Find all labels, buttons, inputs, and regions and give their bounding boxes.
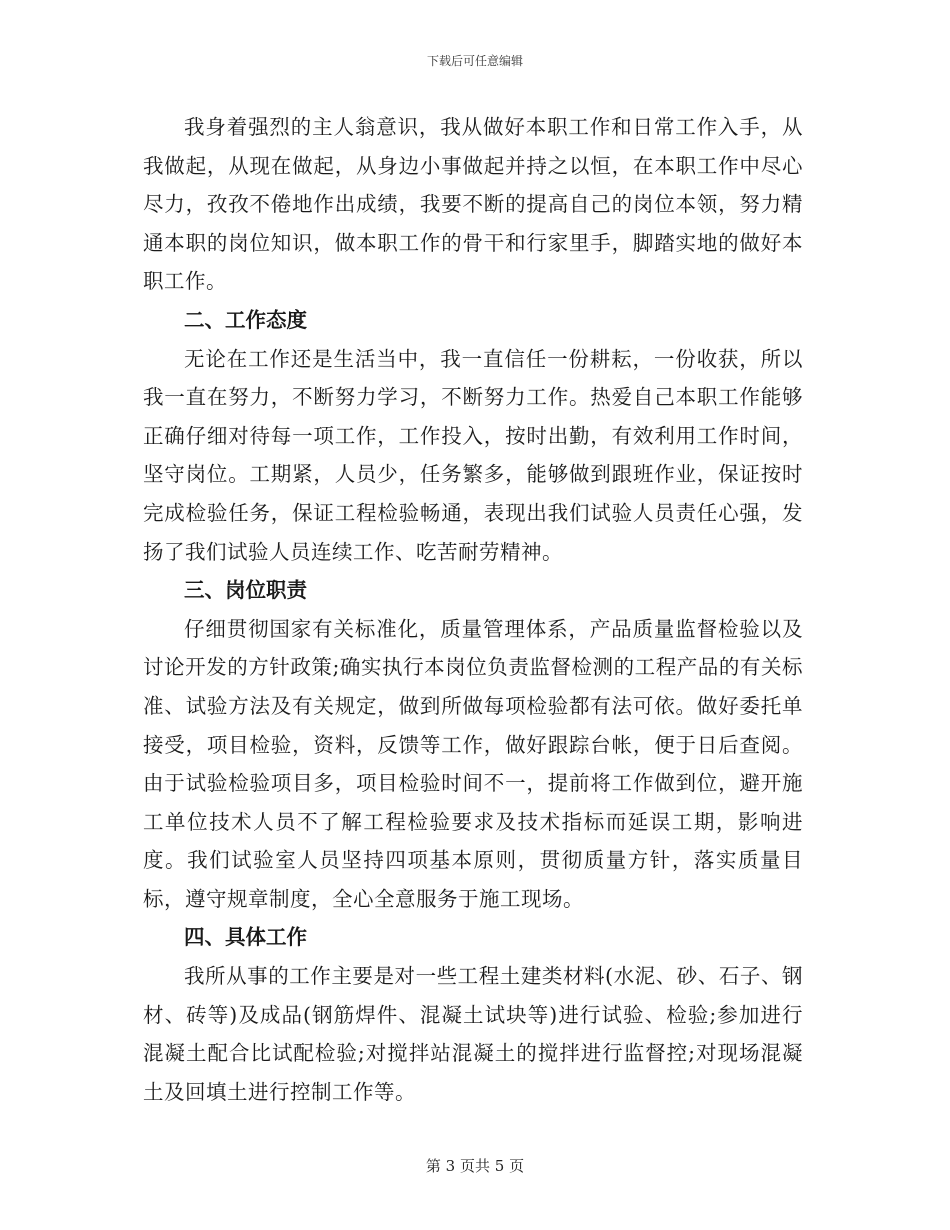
page-number-footer: 第 3 页共 5 页: [425, 1157, 525, 1175]
section-heading-specific-work: 四、具体工作: [184, 925, 307, 950]
section-heading-work-attitude: 二、工作态度: [184, 307, 307, 332]
paragraph-1: 我身着强烈的主人翁意识，我从做好本职工作和日常工作入手，从我做起，从现在做起，从身边小事做起并持之以恒，在本职工作中尽心尽力，孜孜不倦地作出成绩，我要不断的提高自己的岗位本领，努力精通本职的岗位知识，做本职工作的骨干和行家里手，脚踏实地的做好本职工作。: [143, 115, 803, 294]
paragraph-4: 我所从事的工作主要是对一些工程土建类材料(水泥、砂、石子、钢材、砖等)及成品(钢筋焊件、混凝土试块等)进行试验、检验;参加进行混凝土配合比试配检验;对搅拌站混凝土的搅拌进行监督控;对现场混凝土及回填土进行控制工作等。: [143, 964, 803, 1104]
paragraph-2: 无论在工作还是生活当中，我一直信任一份耕耘，一份收获，所以我一直在努力，不断努力学习，不断努力工作。热爱自己本职工作能够正确仔细对待每一项工作，工作投入，按时出勤，有效利用工作时间，坚守岗位。工期紧，人员少，任务繁多，能够做到跟班作业，保证按时完成检验任务，保证工程检验畅通，表现出我们试验人员责任心强，发扬了我们试验人员连续工作、吃苦耐劳精神。: [143, 346, 803, 564]
page-header: 下载后可任意编辑: [426, 54, 523, 68]
section-heading-job-duties: 三、岗位职责: [184, 578, 307, 603]
document-body: [143, 108, 803, 1111]
paragraph-3: 仔细贯彻国家有关标准化，质量管理体系，产品质量监督检验以及讨论开发的方针政策;确实执行本岗位负责监督检测的工程产品的有关标准、试验方法及有关规定，做到所做每项检验都有法可依。做好委托单接受，项目检验，资料，反馈等工作，做好跟踪台帐，便于日后查阅。由于试验检验项目多，项目检验时间不一，提前将工作做到位，避开施工单位技术人员不了解工程检验要求及技术指标而延误工期，影响进度。我们试验室人员坚持四项基本原则，贯彻质量方针，落实质量目标，遵守规章制度，全心全意服务于施工现场。: [143, 616, 803, 911]
